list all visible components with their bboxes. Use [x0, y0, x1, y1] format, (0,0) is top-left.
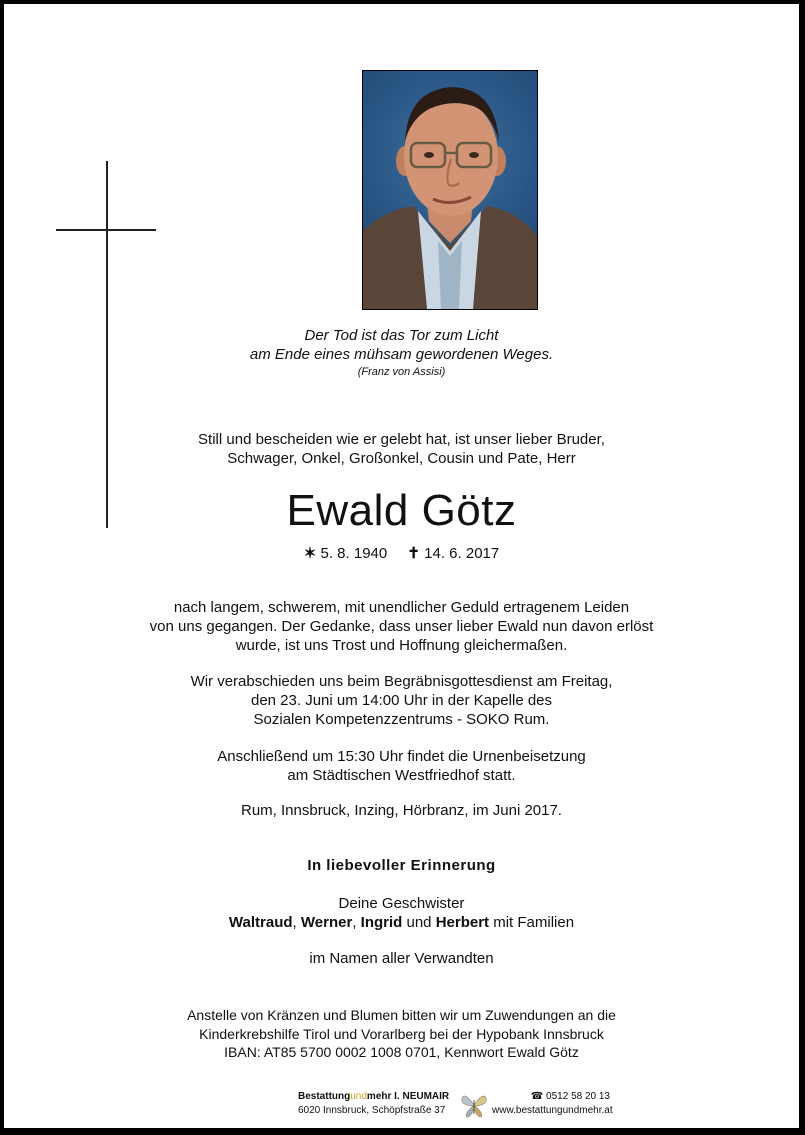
paragraph-line: Anschließend um 15:30 Uhr findet die Urnenbeisetzung — [217, 748, 586, 765]
quote — [4, 326, 799, 364]
siblings-intro: Deine Geschwister — [338, 895, 465, 912]
funeral-home-contact — [492, 1090, 613, 1118]
phone-line — [492, 1090, 610, 1104]
phone-icon: ☎ — [530, 1091, 544, 1102]
places-date: Rum, Innsbruck, Inzing, Hörbranz, im Juni 2017. — [241, 802, 562, 819]
birth-star-icon: ✶ — [303, 545, 317, 562]
intro-text — [4, 430, 799, 468]
paragraph-line: nach langem, schwerem, mit unendlicher Geduld ertragenem Leiden — [173, 599, 630, 616]
relatives-line: im Namen aller Verwandten — [309, 950, 494, 967]
website-link[interactable]: www.bestattungundmehr.at — [492, 1105, 613, 1116]
portrait-photo — [362, 70, 538, 310]
donation-line: Anstelle von Kränzen und Blumen bitten wir um Zuwendungen an die — [187, 1007, 616, 1023]
obituary-page — [3, 3, 800, 1129]
donation-line: Kinderkrebshilfe Tirol und Vorarlberg bei der Hypobank Innsbruck — [199, 1025, 604, 1042]
funeral-home-address: 6020 Innsbruck, Schöpfstraße 37 — [298, 1105, 446, 1116]
butterfly-icon — [459, 1090, 489, 1120]
paragraph-line: den 23. Juni um 14:00 Uhr in der Kapelle des — [250, 692, 553, 709]
paragraph-line: Wir verabschieden uns beim Begräbnisgottesdienst am Freitag, — [190, 673, 613, 690]
deceased-name: Ewald Götz — [286, 486, 517, 535]
memorial-title: In liebevoller Erinnerung — [307, 857, 496, 874]
sibling-name: Werner — [300, 914, 353, 931]
death-date — [407, 545, 499, 562]
paragraph-line: Sozialen Kompetenzzentrums - SOKO Rum. — [253, 711, 550, 728]
separator: , — [292, 914, 301, 931]
paragraph-passing — [4, 598, 799, 655]
sibling-name: Herbert — [435, 914, 490, 931]
life-dates — [4, 544, 799, 562]
birth-date — [304, 545, 387, 562]
siblings-suffix: mit Familien — [489, 914, 575, 931]
phone-number: 0512 58 20 13 — [546, 1091, 610, 1102]
intro-line-2: Schwager, Onkel, Großonkel, Cousin und Pate, Herr — [227, 450, 576, 467]
brand-part: mehr — [366, 1091, 392, 1102]
quote-line-2: am Ende eines mühsam gewordenen Weges. — [249, 346, 554, 363]
brand-part: und — [350, 1091, 367, 1102]
paragraph-line: am Städtischen Westfriedhof statt. — [287, 767, 516, 784]
paragraph-line: wurde, ist uns Trost und Hoffnung gleichermaßen. — [235, 637, 568, 654]
paragraph-service — [4, 672, 799, 729]
death-cross-icon: ✝ — [407, 545, 420, 562]
sibling-name: Ingrid — [360, 914, 403, 931]
funeral-home-info — [298, 1090, 449, 1118]
brand-part: Bestattung — [298, 1091, 351, 1102]
paragraph-line: von uns gegangen. Der Gedanke, dass unser lieber Ewald nun davon erlöst — [149, 618, 654, 635]
separator: , — [352, 914, 361, 931]
quote-line-1: Der Tod ist das Tor zum Licht — [304, 327, 499, 344]
donation-note — [4, 1006, 799, 1062]
death-date-value: 14. 6. 2017 — [424, 545, 500, 562]
funeral-home-brand — [298, 1090, 449, 1104]
donation-iban: IBAN: AT85 5700 0002 1008 0701, Kennwort Ewald Götz — [224, 1044, 579, 1060]
separator: und — [402, 914, 436, 931]
siblings-names — [4, 914, 799, 931]
brand-part: I. NEUMAIR — [391, 1091, 450, 1102]
quote-source: (Franz von Assisi) — [357, 366, 446, 378]
intro-line-1: Still und bescheiden wie er gelebt hat, ist unser lieber Bruder, — [198, 431, 605, 448]
birth-date-value: 5. 8. 1940 — [320, 545, 388, 562]
cross-icon-bar — [56, 229, 156, 231]
sibling-name: Waltraud — [228, 914, 293, 931]
paragraph-burial — [4, 747, 799, 785]
